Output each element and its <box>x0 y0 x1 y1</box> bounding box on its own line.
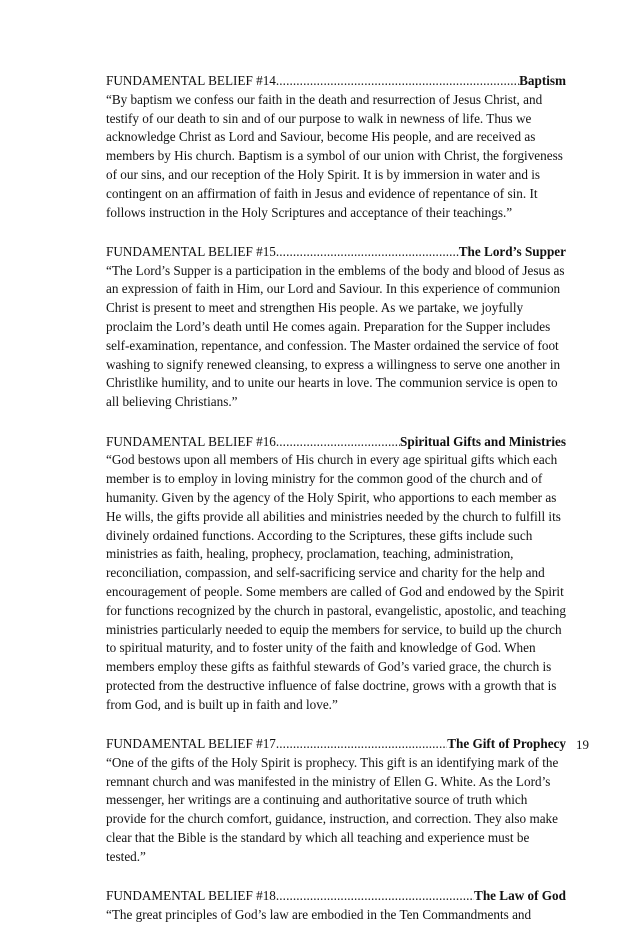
belief-text: “The great principles of God’s law are embodied in the Ten Commandments and <box>106 906 532 922</box>
belief-label: FUNDAMENTAL BELIEF #17 <box>106 736 276 751</box>
belief-title: The Law of God <box>474 888 566 904</box>
dot-leader <box>276 433 400 452</box>
belief-heading <box>106 243 566 262</box>
belief-label: FUNDAMENTAL BELIEF #18 <box>106 888 276 904</box>
belief-text: “The Lord’s Supper is a participation in the emblems of the body and blood of Jesus as an expression of faith in Him, our Lord and Saviour. In this experience of communion Christ is present to meet and strengthen His people. As we partake, we joyfully proclaim the Lord’s death until He comes again. Preparation for the Supper includes self-examination, repentance, and confession. The Master ordained the service of foot washing to signify renewed cleansing, to express a willingness to serve one another in Christlike humility, and to unite our hearts in love. The communion service is open to all believing Christians.” <box>106 262 565 410</box>
belief-heading <box>106 433 566 452</box>
belief-section-16 <box>106 433 566 715</box>
belief-heading <box>106 887 566 906</box>
belief-label: FUNDAMENTAL BELIEF #16 <box>106 433 276 449</box>
belief-title: Baptism <box>519 73 566 88</box>
belief-text: “By baptism we confess our faith in the death and resurrection of Jesus Christ, and testify of our death to sin and of our purpose to walk in newness of life. Thus we acknowledge Christ as Lord and Saviour, become His people, and are received as members by His church. Baptism is a symbol of our union with Christ, the forgiveness of our sins, and our reception of the Holy Spirit. It is by immersion in water and is contingent on an affirmation of faith in Jesus and evidence of repentance of sin. It follows instruction in the Holy Scriptures and acceptance of their teachings.” <box>106 91 563 220</box>
belief-text: “One of the gifts of the Holy Spirit is prophecy. This gift is an identifying mark of the remnant church and was manifested in the ministry of Ellen G. White. As the Lord’s messenger, her writings are a continuing and authoritative source of truth which provide for the church comfort, guidance, instruction, and correction. They also make clear that the Bible is the standard by which all teaching and experience must be tested.” <box>106 754 559 864</box>
belief-section-18 <box>106 887 566 925</box>
dot-leader <box>276 887 474 906</box>
belief-heading <box>106 72 566 91</box>
dot-leader <box>276 243 459 262</box>
page-number: 19 <box>576 737 589 752</box>
belief-section-17 <box>106 735 566 867</box>
belief-title: The Lord’s Supper <box>458 243 566 259</box>
belief-label: FUNDAMENTAL BELIEF #14 <box>106 73 276 88</box>
dot-leader <box>276 72 519 91</box>
belief-title: Spiritual Gifts and Ministries <box>400 433 566 449</box>
belief-section-15 <box>106 243 566 412</box>
belief-label: FUNDAMENTAL BELIEF #15 <box>106 243 276 259</box>
belief-section-14 <box>106 72 566 222</box>
belief-text: “God bestows upon all members of His church in every age spiritual gifts which each member is to employ in loving ministry for the common good of the church and of humanity. Given by the agency of the Holy Spirit, who apportions to each member as He wills, the gifts provide all abilities and ministries needed by the church to fulfill its divinely ordained functions. According to the Scriptures, these gifts include such ministries as faith, healing, prophecy, proclamation, teaching, administration, reconciliation, compassion, and self-sacrificing service and charity for the help and encouragement of people. Some members are called of God and endowed by the Spirit for functions recognized by the church in pastoral, evangelistic, apostolic, and teaching ministries particularly needed to equip the members for service, to build up the church to spiritual maturity, and to foster unity of the faith and knowledge of God. When members employ these gifts as faithful stewards of God’s varied grace, the church is protected from the destructive influence of false doctrine, grows with a growth that is from God, and is built up in faith and love.” <box>106 452 566 712</box>
dot-leader <box>276 735 447 754</box>
belief-heading <box>106 735 566 754</box>
belief-title: The Gift of Prophecy <box>447 736 566 751</box>
document-body <box>106 72 566 945</box>
